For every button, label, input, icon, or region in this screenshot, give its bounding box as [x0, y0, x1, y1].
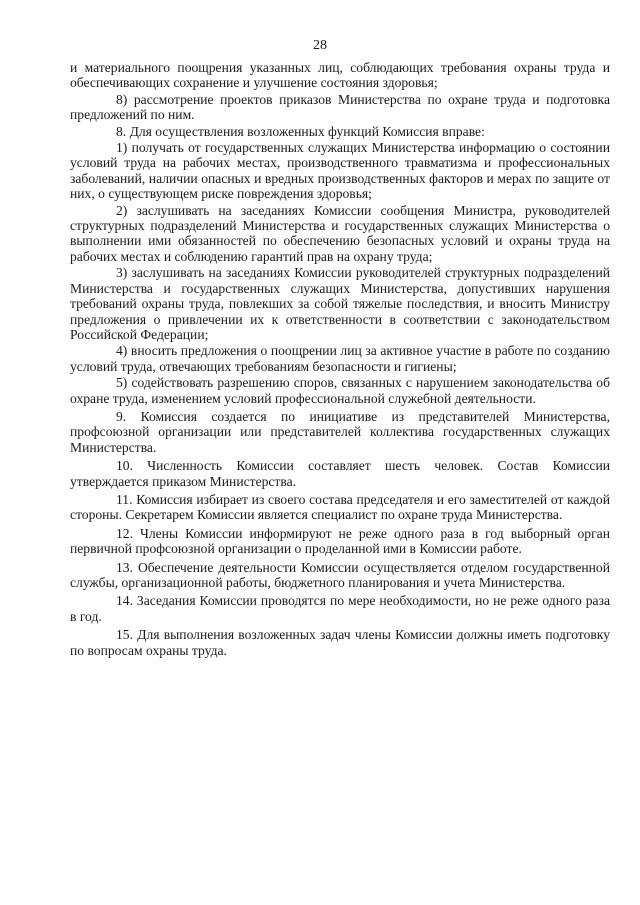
paragraph-section-9: 9. Комиссия создается по инициативе из представителей Министерства, профсоюзной организации или представителей коллектива государственных служащих Министерства.: [70, 408, 610, 455]
paragraph-section-8: 8. Для осуществления возложенных функций Комиссия вправе:: [116, 123, 485, 139]
paragraph-item-8-5: 5) содействовать разрешению споров, связанных с нарушением законодательства об охране труда, изменением условий профессиональной служебной деятельности.: [70, 375, 610, 406]
paragraph-section-12: 12. Члены Комиссии информируют не реже одного раза в год выборный орган первичной профсоюзной организации о проделанной ими в Комиссии работе.: [70, 525, 610, 557]
paragraph-section-15: 15. Для выполнения возложенных задач члены Комиссии должны иметь подготовку по вопросам охраны труда.: [70, 627, 610, 658]
paragraph-section-10: 10. Численность Комиссии составляет шесть человек. Состав Комиссии утверждается приказом Министерства.: [70, 458, 610, 489]
paragraph-continuation: и материального поощрения указанных лиц, соблюдающих требования охраны труда и обеспечивающих сохранение и улучшение состояния здоровья;: [70, 60, 610, 91]
paragraph-section-14: 14. Заседания Комиссии проводятся по мере необходимости, но не реже одного раза в год.: [70, 593, 610, 624]
paragraph-item-8-3: 3) заслушивать на заседаниях Комиссии руководителей структурных подразделений Министерства и государственных служащих Министерства, допустивших нарушения требований охраны труда, повлекших за собой тяжелые последствия, и вносить Министру предложения о привлечении их к ответственности в соответствии с законодательством Российской Федерации;: [70, 265, 610, 342]
paragraph-item-8-4: 4) вносить предложения о поощрении лиц за активное участие в работе по созданию условий труда, отвечающих требованиям безопасности и гигиены;: [70, 343, 610, 374]
paragraph-item-8-2: 2) заслушивать на заседаниях Комиссии сообщения Министра, руководителей структурных подразделений Министерства и государственных служащих Министерства о выполнении ими обязанностей по обеспечению безопасных условий и охраны труда на рабочих местах и соблюдению гарантий прав на охрану труда;: [70, 202, 610, 264]
paragraph-item-8-1: 1) получать от государственных служащих Министерства информацию о состоянии условий труда на рабочих местах, производственного травматизма и профессиональных заболеваний, наличии опасных и вредных производственных факторов и мерах по защите от них, о существующем риске повреждения здоровья;: [70, 140, 610, 202]
paragraph-section-11: 11. Комиссия избирает из своего состава председателя и его заместителей от каждой стороны. Секретарем Комиссии является специалист по охране труда Министерства.: [70, 491, 610, 523]
page-number: 28: [313, 38, 327, 53]
document-body: [70, 60, 610, 659]
paragraph-item-7-8: 8) рассмотрение проектов приказов Министерства по охране труда и подготовка предложений по ним.: [70, 91, 610, 123]
paragraph-section-13: 13. Обеспечение деятельности Комиссии осуществляется отделом государственной службы, организационной работы, бюджетного планирования и учета Министерства.: [70, 559, 610, 590]
